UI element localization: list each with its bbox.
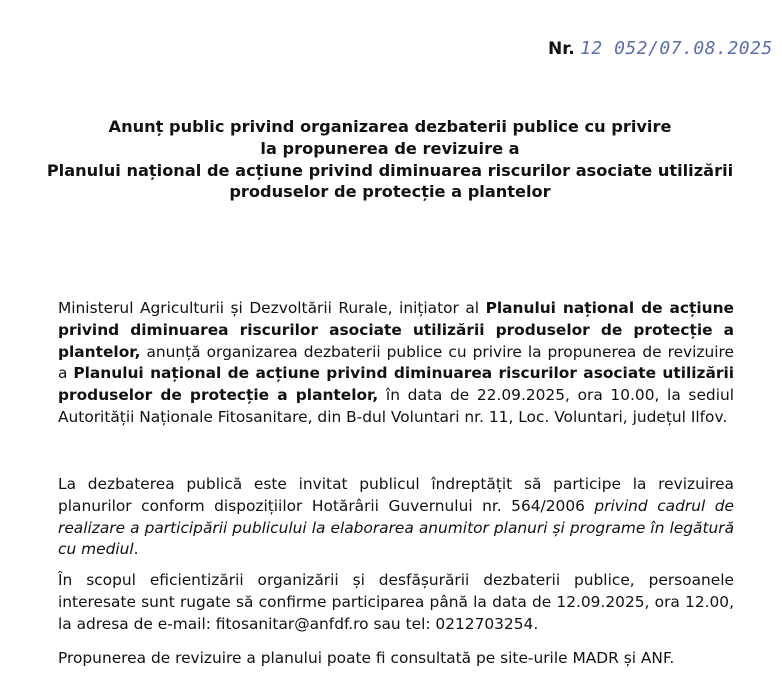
paragraph1-text-3: în data de 22.09.2025, ora 10.00, la sediul Autorității Naționale Fitosanitare, din B-dul Voluntari nr. 11, Loc. Voluntari, județul Ilfov. [58,386,734,426]
document-title [40,116,740,203]
paragraph-invitation [58,474,734,561]
paragraph-announcement [58,298,734,429]
title-line-2: la propunerea de revizuire a [260,138,520,158]
registration-number-handwritten: 12 052/07.08.2025 [580,38,773,59]
paragraph2-text-1: La dezbaterea publică este invitat publicul îndreptățit să participe la revizuirea planurilor conform dispozițiilor Hotărârii Guvernului nr. 564/2006 [58,475,734,515]
title-line-1: Anunț public privind organizarea dezbaterii publice cu privire [108,117,672,136]
paragraph-consultation [58,648,734,670]
paragraph1-text-1: Ministerul Agriculturii și Dezvoltării Rurale, inițiator al [58,299,486,317]
paragraph3-text: În scopul eficientizării organizării și desfășurării dezbaterii publice, persoanele interesate sunt rugate să confirme participarea până la data de 12.09.2025, ora 12.00, la adresa de e-mail: fitosanitar@anfdf.ro sau tel: 0212703254. [58,571,734,633]
title-line-3: Planului național de acțiune privind diminuarea riscurilor asociate utilizării [46,160,734,180]
hg-title-italic: privind cadrul de realizare a participării publicului la elaborarea anumitor planuri și programe în legătură cu mediul [58,496,734,559]
plan-name-bold-2: Planului național de acțiune privind diminuarea riscurilor asociate utilizării produselor de protecție a plantelor, [58,364,735,405]
paragraph1-text-2: anunță organizarea dezbaterii publice cu privire la propunerea de revizuire a [58,342,734,383]
registration-number-label: Nr. [548,39,575,59]
plan-name-bold-1: Planului național de acțiune privind diminuarea riscurilor asociate utilizării produselor de protecție a plantelor, [58,299,734,361]
paragraph-confirmation [58,570,734,635]
registration-number [548,38,773,59]
paragraph4-text: Propunerea de revizuire a planului poate fi consultată pe site-urile MADR și ANF. [58,649,675,667]
paragraph2-text-2: . [133,540,139,559]
title-line-4: produselor de protecție a plantelor [229,182,551,202]
